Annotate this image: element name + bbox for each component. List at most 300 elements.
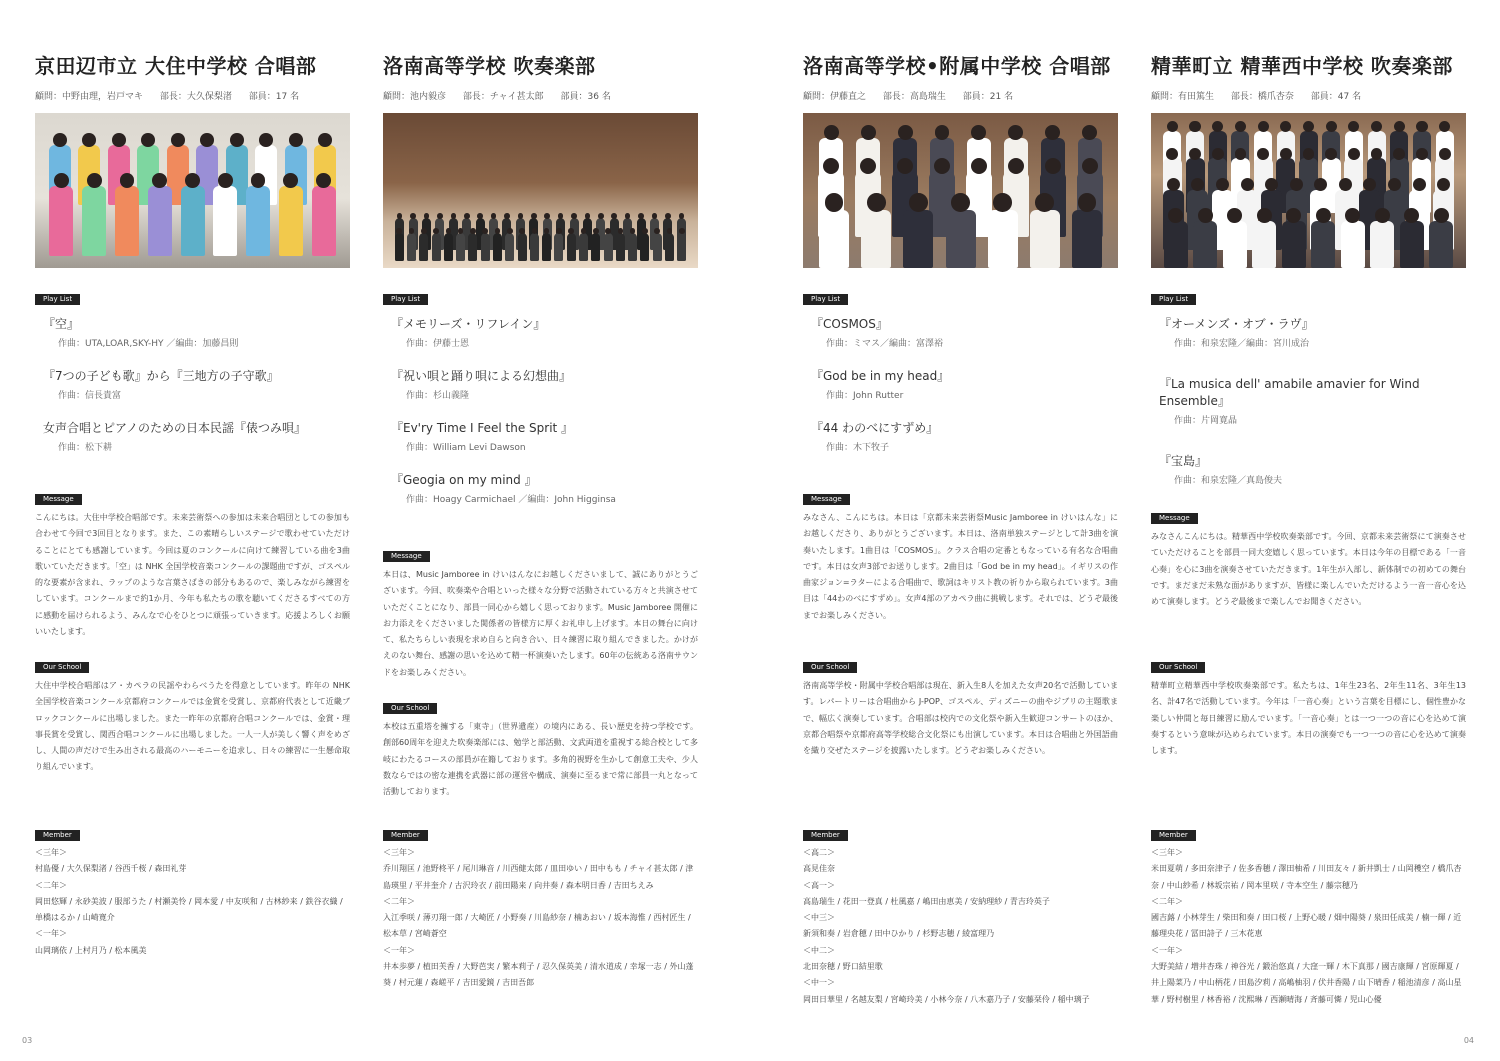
member-line: 國吉蕗 / 小林芽生 / 柴田和奏 / 田口桜 / 上野心暖 / 畑中陽葵 / 泉田任成美 / 楠一輝 / 近藤理央花 / 冨田詩子 / 三木花恵	[1151, 913, 1462, 939]
member-line: 山岡璃依 / 上村月乃 / 松本風美	[35, 945, 147, 955]
photo-figure	[181, 186, 205, 256]
message-section	[35, 486, 350, 640]
song-item	[35, 315, 350, 349]
photo-figure-head	[971, 158, 987, 174]
song-item	[1151, 452, 1466, 486]
photo-figure-head	[152, 173, 167, 188]
song-item	[383, 471, 698, 505]
photo-figure-head	[1241, 178, 1254, 191]
photo-figure-head	[1434, 208, 1449, 223]
song-title: 『7つの子ども歌』から『三地方の子守歌』	[43, 369, 279, 383]
photo-figure-head	[1413, 178, 1426, 191]
group-photo	[1151, 113, 1466, 268]
photo-figure-head	[518, 213, 524, 219]
song-credit: 作曲：William Levi Dawson	[406, 443, 526, 453]
school-info	[383, 89, 698, 103]
member-line: 岡田日華里 / 名越友梨 / 宮崎玲美 / 小林今奈 / 八木嘉乃子 / 安藤栞伶 / 稲中璃子	[803, 994, 1090, 1004]
member-line: 岡田悠輝 / 永砂美波 / 服部うた / 村瀬美怜 / 岡本愛 / 中友咲和 / 古林紗来 / 鉄谷衣織 / 单橋はるか / 山崎寛介	[35, 896, 343, 923]
photo-figure-head	[558, 213, 564, 219]
photo-figure-head	[1416, 121, 1427, 132]
photo-figure-head	[993, 193, 1012, 212]
photo-figure	[1311, 221, 1335, 268]
song-item	[383, 315, 698, 349]
photo-figure-head	[1416, 148, 1428, 160]
song-credit: 作曲：ミマス／編曲：富澤裕	[826, 339, 944, 349]
photo-figure	[1400, 221, 1424, 268]
photo-figure-head	[171, 133, 185, 147]
photo-figure	[1223, 221, 1247, 268]
song-credit: 作曲：John Rutter	[826, 391, 904, 401]
school-section	[1151, 654, 1466, 759]
photo-figure	[49, 186, 73, 256]
song-title: 『宝島』	[1159, 454, 1208, 468]
photo-figure-head	[1082, 158, 1098, 174]
member-line: 村島優 / 大久保梨渚 / 谷西千桜 / 森田礼芽	[35, 864, 187, 874]
song-title: 『Ev'ry Time I Feel the Sprit 』	[391, 421, 574, 435]
song-credit: 作曲：Hoagy Carmichael ／編曲：John Higginsa	[406, 495, 616, 505]
photo-figure	[1252, 221, 1276, 268]
leader: 部長：チャイ甚太郎	[462, 92, 544, 102]
photo-figure	[988, 210, 1018, 269]
photo-figure	[312, 186, 336, 256]
photo-figure	[279, 186, 303, 256]
photo-figure-head	[1439, 148, 1451, 160]
school-info	[803, 89, 1118, 103]
song-credit: 作曲：杉山義隆	[406, 391, 470, 401]
photo-figure	[1370, 221, 1394, 268]
member-line: ＜三年＞	[383, 848, 415, 857]
member-section	[35, 822, 350, 959]
member-line: ＜一年＞	[1151, 945, 1183, 955]
photo-figure-head	[1339, 178, 1352, 191]
member-tag: Member	[35, 830, 80, 841]
photo-figure	[653, 233, 662, 261]
member-count: 部員：47 名	[1310, 92, 1362, 102]
member-line: 新須和奏 / 岩倉穂 / 田中ひかり / 杉野志穂 / 綾富理乃	[803, 929, 995, 939]
school-text: 本校は五重塔を擁する「東寺」（世界遺産）の境内にある、長い歴史を持つ学校です。創部60周年を迎えた吹奏楽部には、勉学と部活動、文武両道を重視する総合校として多岐にわたるコースの部員が在籍しております。多角的視野を生かして創意工夫や、少人数ならではの密な連携を武器に部の運営や構成、演奏に至るまで常に部員一丸となって活動しております。	[383, 722, 698, 797]
member-count: 部員：36 名	[560, 92, 611, 102]
photo-figure-head	[1394, 121, 1405, 132]
playlist-tag: Play List	[803, 294, 848, 305]
photo-figure-head	[451, 213, 457, 219]
photo-figure-head	[1212, 148, 1224, 160]
photo-figure-head	[611, 213, 617, 219]
leader: 部長：高島瑞生	[882, 92, 946, 102]
photo-figure	[861, 210, 891, 269]
photo-figure-head	[642, 228, 648, 234]
photo-figure-head	[625, 213, 631, 219]
playlist	[803, 315, 1118, 453]
member-line: 高島瑞生 / 花田一登真 / 杜風嘉 / 嶋田由恵美 / 安納理紗 / 青吉玲英子	[803, 896, 1050, 906]
photo-figure-head	[1393, 148, 1405, 160]
photo-figure	[677, 233, 686, 261]
song-credit: 作曲：和泉宏隆／真島俊夫	[1174, 476, 1283, 486]
photo-figure-head	[519, 228, 525, 234]
photo-figure-head	[679, 213, 685, 219]
photo-figure-head	[898, 125, 913, 140]
photo-figure-head	[1045, 125, 1060, 140]
photo-figure-head	[1326, 121, 1337, 132]
school-section	[383, 695, 698, 800]
photo-figure-head	[531, 213, 537, 219]
photo-figure-head	[1280, 148, 1292, 160]
song-item	[803, 367, 1118, 401]
photo-figure	[246, 186, 270, 256]
song-item	[383, 419, 698, 453]
photo-figure-head	[112, 133, 126, 147]
photo-figure-head	[54, 173, 69, 188]
photo-figure-head	[585, 213, 591, 219]
member-line: ＜高一＞	[803, 880, 835, 890]
school-column-2	[383, 50, 698, 988]
photo-figure-head	[598, 213, 604, 219]
photo-figure	[82, 186, 106, 256]
photo-figure-head	[218, 173, 233, 188]
photo-figure-head	[654, 228, 660, 234]
photo-figure-head	[259, 133, 273, 147]
photo-figure-head	[1166, 148, 1178, 160]
page-number-left: 03	[22, 1036, 33, 1045]
photo-figure-head	[1198, 208, 1213, 223]
photo-figure-head	[397, 213, 403, 219]
song-credit: 作曲：伊藤士恩	[406, 339, 470, 349]
our-school-tag: Our School	[1151, 662, 1205, 673]
message-tag: Message	[803, 494, 850, 505]
song-item	[35, 419, 350, 453]
song-title: 『オーメンズ・オブ・ラヴ』	[1159, 317, 1314, 331]
school-text: 大住中学校合唱部はア・カペラの民謡やわらべうたを得意としています。昨年の NHK 全国学校音楽コンクール京都府コンクールでは金賞を受賞し、京都府代表として近畿ブロックコンクールに出場しました。また一昨年の京都府合唱コンクールでは、金賞・理事長賞を受賞し、関西合唱コンクールに出場しました。一人一人が美しく響く声をめざし、人間の声だけで生み出される最高のハーモニーを追求し、日々の練習に一生懸命取り組んでいます。	[35, 681, 350, 772]
photo-figure-head	[53, 133, 67, 147]
song-title: 『祝い唄と踊り唄による幻想曲』	[391, 369, 572, 383]
photo-figure-head	[1235, 148, 1247, 160]
photo-figure-head	[571, 213, 577, 219]
school-column-1	[35, 50, 350, 955]
school-info	[1151, 89, 1466, 103]
group-photo	[803, 113, 1118, 268]
photo-figure	[115, 186, 139, 256]
photo-figure	[530, 233, 539, 261]
photo-figure-head	[230, 133, 244, 147]
photo-figure-head	[652, 213, 658, 219]
playlist-tag: Play List	[35, 294, 80, 305]
photo-figure-head	[1371, 148, 1383, 160]
member-line: ＜三年＞	[35, 848, 67, 857]
advisor: 顧問：池内毅彦	[383, 92, 447, 102]
photo-figure	[395, 233, 404, 261]
photo-figure	[444, 233, 453, 261]
photo-figure-head	[1290, 178, 1303, 191]
photo-figure	[591, 233, 600, 261]
song-item	[803, 419, 1118, 453]
member-line: 高見佳奈	[803, 864, 835, 874]
photo-figure	[1164, 221, 1188, 268]
member-count: 部員：21 名	[962, 92, 1014, 102]
photo-figure-head	[593, 228, 599, 234]
photo-figure-head	[1257, 208, 1272, 223]
member-count: 部員：17 名	[248, 92, 300, 102]
member-list	[35, 845, 350, 959]
photo-figure-head	[316, 173, 331, 188]
photo-figure	[819, 210, 849, 269]
photo-figure	[616, 233, 625, 261]
photo-figure-head	[638, 213, 644, 219]
message-tag: Message	[1151, 513, 1198, 524]
photo-figure-head	[665, 213, 671, 219]
advisor: 顧問：有田篤生	[1151, 92, 1215, 102]
playlist-tag: Play List	[1151, 294, 1196, 305]
photo-figure-head	[504, 213, 510, 219]
member-section	[803, 822, 1118, 1008]
photo-figure-head	[1388, 178, 1401, 191]
photo-figure-head	[87, 173, 102, 188]
photo-figure-head	[458, 228, 464, 234]
photo-figure-head	[1045, 158, 1061, 174]
photo-figure	[554, 233, 563, 261]
photo-figure-head	[909, 193, 928, 212]
member-line: ＜二年＞	[383, 896, 415, 906]
song-title: 『メモリーズ・リフレイン』	[391, 317, 546, 331]
photo-figure-head	[824, 125, 839, 140]
our-school-tag: Our School	[383, 703, 437, 714]
photo-figure	[604, 233, 613, 261]
message-section	[1151, 505, 1466, 610]
song-item	[803, 315, 1118, 349]
member-line: 大野美結 / 増井杏珠 / 神谷光 / 鍛治悠真 / 大窪一輝 / 木下真那 / 國吉康輝 / 宮原輝夏 / 井上陽菜乃 / 中山柄花 / 田島汐莉 / 高嶋柚羽 / 伏井香陽 / 山下晴香 / 稲池清彦 / 高山星華 / 野村樹里 / 林香裕 / 沈熙琳 / 西瀬晴海 / 斉藤可憐 / 児山心優	[1151, 962, 1462, 1004]
message-text: 本日は、Music Jamboree in けいはんなにお越しくださいまして、誠にありがとうございます。今回、吹奏楽や合唱といった様々な分野で活動されている方々と共演させていただくことになり、部員一同心から嬉しく思っております。Music Jamboree 開催にお力添えをくださいました関係者の皆様方に厚くお礼申し上げます。本日の舞台に向けて、私たちらしい表現を求め自らと向き合い、日々練習に取り組んできました。かけがえのない舞台、感謝の思いを込めて精一杯演奏いたします。60年の伝統ある洛南サウンドをお楽しみください。	[383, 570, 698, 677]
member-list	[803, 845, 1118, 1008]
photo-figure-head	[141, 133, 155, 147]
photo-figure-head	[1258, 121, 1269, 132]
advisor: 顧問：中野由理，岩戸マキ	[35, 92, 144, 102]
photo-figure	[505, 233, 514, 261]
photo-figure	[456, 233, 465, 261]
photo-figure-head	[556, 228, 562, 234]
photo-figure-head	[679, 228, 685, 234]
member-line: ＜三年＞	[1151, 848, 1183, 857]
song-credit: 作曲：和泉宏隆／編曲：宮川成治	[1174, 339, 1310, 349]
photo-figure-head	[318, 133, 332, 147]
member-list	[383, 845, 698, 992]
photo-figure-head	[1345, 208, 1360, 223]
song-credit: 作曲：信長貴富	[58, 391, 122, 401]
photo-figure-head	[630, 228, 636, 234]
photo-figure-head	[200, 133, 214, 147]
group-photo	[383, 113, 698, 268]
photo-figure-head	[1189, 121, 1200, 132]
photo-figure-head	[605, 228, 611, 234]
photo-figure-head	[568, 228, 574, 234]
photo-figure-head	[1286, 208, 1301, 223]
message-tag: Message	[383, 551, 430, 562]
photo-figure-head	[1227, 208, 1242, 223]
photo-figure-head	[1303, 148, 1315, 160]
member-line: ＜中二＞	[803, 945, 835, 955]
photo-figure-head	[544, 228, 550, 234]
group-photo	[35, 113, 350, 268]
photo-figure-head	[446, 228, 452, 234]
leader: 部長：橋爪杏奈	[1230, 92, 1294, 102]
song-item	[1151, 375, 1466, 426]
photo-figure-head	[667, 228, 673, 234]
photo-figure-head	[581, 228, 587, 234]
photo-figure	[493, 233, 502, 261]
song-title: 『Geogia on my mind 』	[391, 473, 537, 487]
photo-figure	[1341, 221, 1365, 268]
photo-figure-head	[1167, 121, 1178, 132]
song-credit: 作曲：UTA,LOAR,SKY-HY ／編曲：加藤昌則	[58, 339, 239, 349]
our-school-tag: Our School	[803, 662, 857, 673]
photo-figure-head	[470, 228, 476, 234]
photo-figure-head	[289, 133, 303, 147]
photo-figure-head	[1035, 193, 1054, 212]
song-item	[383, 367, 698, 401]
photo-figure-head	[825, 193, 844, 212]
photo-figure	[481, 233, 490, 261]
photo-figure-head	[482, 228, 488, 234]
member-line: ＜一年＞	[35, 929, 67, 939]
member-line: ＜一年＞	[383, 945, 415, 955]
photo-figure	[567, 233, 576, 261]
school-section	[35, 654, 350, 776]
message-section	[383, 543, 698, 681]
photo-figure-head	[424, 213, 430, 219]
member-line: ＜中一＞	[803, 978, 835, 988]
school-text: 洛南高等学校・附属中学校合唱部は現在、新入生8人を加えた女声20名で活動しています。レパートリーは合唱曲から J-POP、ゴスペル、ディズニーの曲やジブリの主題歌まで、幅広く演奏しています。合唱部は校内での文化祭や新入生歓迎コンサートのほか、京都合唱祭や京都府高等学校総合文化祭にも出演しています。本日は合唱曲と外国語曲を織り交ぜたステージを披露いたします。どうぞお楽しみください。	[803, 681, 1118, 756]
playlist	[1151, 315, 1466, 486]
photo-figure-head	[618, 228, 624, 234]
song-title: 『空』	[43, 317, 80, 331]
photo-figure-head	[396, 228, 402, 234]
school-title: 洛南高等学校•附属中学校 合唱部	[803, 54, 1111, 78]
member-tag: Member	[1151, 830, 1196, 841]
song-title: 『44 わのべにすずめ』	[811, 421, 939, 435]
photo-figure-head	[532, 228, 538, 234]
school-title: 洛南高等学校 吹奏楽部	[383, 54, 596, 78]
photo-figure-head	[421, 228, 427, 234]
photo-figure-head	[1235, 121, 1246, 132]
photo-figure-head	[410, 213, 416, 219]
photo-figure-head	[185, 173, 200, 188]
member-line: ＜中三＞	[803, 913, 835, 923]
photo-figure	[407, 233, 416, 261]
photo-figure-head	[1325, 148, 1337, 160]
photo-figure	[518, 233, 527, 261]
song-item	[1151, 315, 1466, 349]
photo-figure-head	[1216, 178, 1229, 191]
photo-figure-head	[1348, 148, 1360, 160]
photo-figure	[542, 233, 551, 261]
photo-figure-head	[1375, 208, 1390, 223]
school-info	[35, 89, 350, 103]
member-list	[1151, 845, 1466, 1008]
school-title: 京田辺市立 大住中学校 合唱部	[35, 54, 317, 78]
photo-figure	[903, 210, 933, 269]
playlist	[383, 315, 698, 505]
photo-figure-head	[464, 213, 470, 219]
photo-figure-head	[477, 213, 483, 219]
photo-figure	[946, 210, 976, 269]
photo-figure-head	[82, 133, 96, 147]
photo-figure-head	[120, 173, 135, 188]
member-line: 入江季咲 / 薄刃翔一郎 / 大崎匠 / 小野奏 / 川島紗奈 / 楠あおい / 坂本海惟 / 西村匠生 / 松本草 / 宮崎蒼空	[383, 913, 691, 939]
message-tag: Message	[35, 494, 82, 505]
photo-figure	[213, 186, 237, 256]
photo-figure	[640, 233, 649, 261]
photo-figure	[1072, 210, 1102, 269]
photo-figure	[579, 233, 588, 261]
song-title: 『COSMOS』	[811, 317, 888, 331]
leader: 部長：大久保梨渚	[159, 92, 232, 102]
photo-figure-head	[409, 228, 415, 234]
song-credit: 作曲：木下牧子	[826, 443, 890, 453]
school-title: 精華町立 精華西中学校 吹奏楽部	[1151, 54, 1453, 78]
song-credit: 作曲：片岡寛晶	[1174, 416, 1238, 426]
photo-figure-head	[495, 228, 501, 234]
photo-figure	[1030, 210, 1060, 269]
member-line: 米田夏萌 / 多田奈津子 / 佐多香穂 / 澤田柚希 / 川田友々 / 新井凱士 / 山岡穫空 / 橋爪杏奈 / 中山紗希 / 林坂宗祐 / 岡本里咲 / 寺本空生 / 藤宗穂乃	[1151, 864, 1462, 890]
song-item	[35, 367, 350, 401]
member-line: ＜二年＞	[35, 880, 67, 890]
photo-figure-head	[1008, 158, 1024, 174]
song-title: 『La musica dell' amabile amavier for Wind Ensemble』	[1159, 377, 1420, 408]
school-column-4	[1151, 50, 1466, 1004]
photo-figure-head	[1189, 148, 1201, 160]
member-tag: Member	[383, 830, 428, 841]
photo-figure	[419, 233, 428, 261]
photo-figure-head	[951, 193, 970, 212]
photo-figure-head	[861, 125, 876, 140]
photo-figure	[1282, 221, 1306, 268]
photo-figure-head	[1167, 178, 1180, 191]
photo-figure	[432, 233, 441, 261]
song-title: 女声合唱とピアノのための日本民謡『俵つみ唄』	[43, 421, 307, 435]
photo-figure-head	[867, 193, 886, 212]
member-line: ＜高二＞	[803, 848, 835, 857]
page-number-right: 04	[1463, 1036, 1474, 1045]
member-line: ＜二年＞	[1151, 896, 1183, 906]
member-tag: Member	[803, 830, 848, 841]
school-text: 精華町立精華西中学校吹奏楽部です。私たちは、1年生23名、2年生11名、3年生13名、計47名で活動しています。今年は「一音心奏」という言葉を目標にし、個性豊かな楽しい仲間と毎日練習に励んでいます。「一音心奏」とは一つ一つの音に心を込めて演奏するという意味が込められています。本日の演奏でも一つ一つの音に心を込めて演奏します。	[1151, 681, 1466, 756]
photo-figure	[468, 233, 477, 261]
message-text: こんにちは。大住中学校合唱部です。未来芸術祭への参加は未来合唱団としての参加も合わせて今回で3回目となります。また、この素晴らしいステージで歌わせていただけることにとても感謝しています。今回は夏のコンクールに向けて練習している曲を3曲歌いていただきます。「空」は NHK 全国学校音楽コンクールの課題曲ですが、ゴスペル的な要素が含まれ、ラップのような言葉さばきの部分もあるので、楽しみながら練習をしています。コンクールまで約1か月、今年も私たちの歌を聴いてくださるすべての方に感動を届けられるよう、みんなで心をひとつに頑張っていきます。応援よろしくお願いいたします。	[35, 513, 350, 637]
member-section	[383, 822, 698, 992]
photo-figure	[665, 233, 674, 261]
member-line: 北田奈穂 / 野口結里歌	[803, 962, 883, 972]
photo-figure	[1193, 221, 1217, 268]
photo-figure-head	[544, 213, 550, 219]
photo-figure-head	[433, 228, 439, 234]
message-text: みなさん、こんにちは。本日は「京都未来芸術祭Music Jamboree in けいはんな」にお越しくださり、ありがとうございます。本日は、洛南単独ステージとして計3曲を演奏いたします。1曲目は「COSMOS」。クラス合唱の定番ともなっている有名な合唱曲です。本日は女声3部でお送りします。2曲目は「God be in my head」。イギリスの作曲家ジョン=ラターによる合唱曲で、歌詞はキリスト教の祈りから取られています。3曲目は「44わのべにすずめ」。女声4部のアカペラ曲に挑戦します。それでは、どうぞ最後までお楽しみください。	[803, 513, 1118, 620]
our-school-tag: Our School	[35, 662, 89, 673]
photo-figure-head	[1404, 208, 1419, 223]
message-section	[803, 486, 1118, 624]
photo-figure-head	[491, 213, 497, 219]
photo-figure	[1429, 221, 1453, 268]
member-line: 井本歩夢 / 植田芙香 / 大野芭実 / 繁本莉子 / 忍久保英美 / 清水道成 / 幸塚一志 / 外山蓬葵 / 村元蓮 / 森嵯平 / 吉田愛鏡 / 吉田吾郎	[383, 962, 694, 988]
photo-figure	[148, 186, 172, 256]
playlist	[35, 315, 350, 453]
song-title: 『God be in my head』	[811, 369, 950, 383]
message-text: みなさんこんにちは。精華西中学校吹奏楽部です。今回、京都未来芸術祭にて演奏させていただけることを部員一同大変嬉しく思っています。本日は今年の目標である「一音心奏」を心に3曲を演奏させていただきます。1年生が入部し、新体制での初めての舞台です。まだまだ未熟な面がありますが、皆様に楽しんでいただけるよう一音一音心を込めて演奏します。どうぞ最後まで楽しんでお聞きください。	[1151, 532, 1466, 607]
school-column-3	[803, 50, 1118, 1004]
photo-figure-head	[1257, 148, 1269, 160]
photo-figure-head	[1316, 208, 1331, 223]
member-line: 乔川翔匡 / 池野柊平 / 尾川琳音 / 川西健太郎 / 皿田ゆい / 田中もも / チャイ甚太郎 / 津島瑛里 / 平井奎介 / 古沢玲衣 / 前田陽来 / 向井奏 / 森本明日香 / 吉田ちえみ	[383, 864, 694, 890]
photo-figure-head	[1082, 125, 1097, 140]
photo-figure	[628, 233, 637, 261]
school-section	[803, 654, 1118, 759]
song-credit: 作曲：松下耕	[58, 443, 113, 453]
